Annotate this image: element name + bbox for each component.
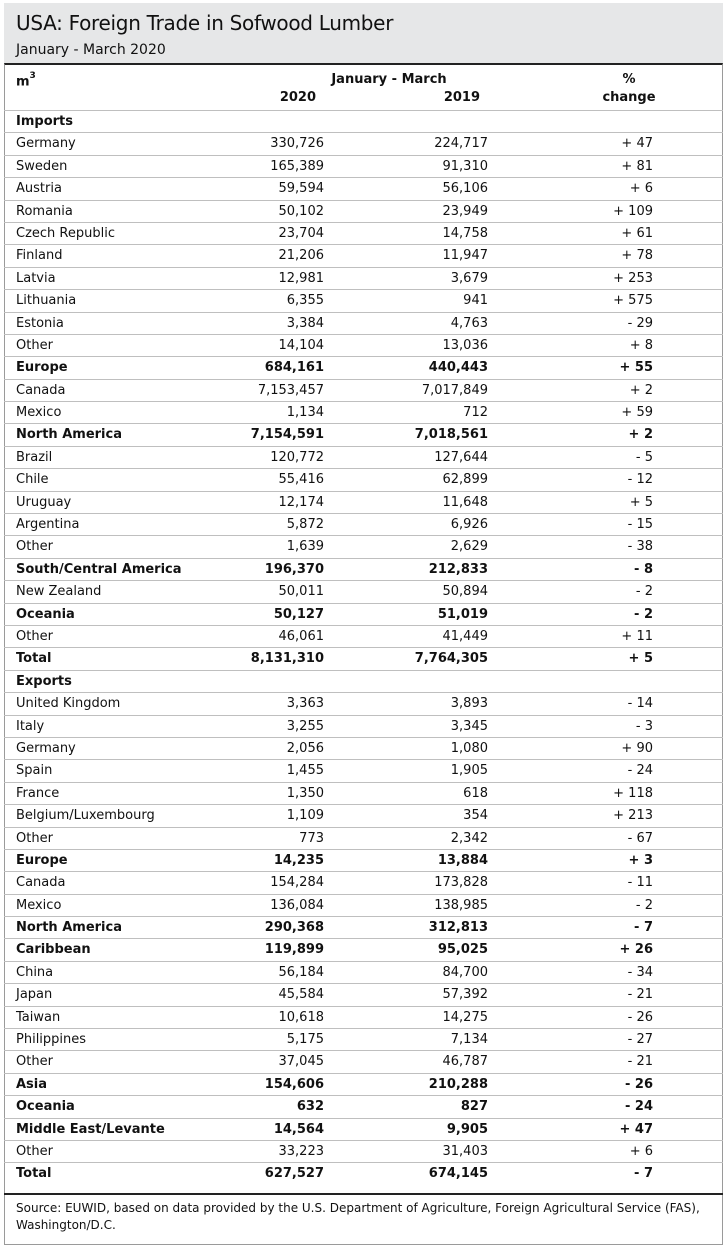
row-label: Caribbean xyxy=(16,942,91,958)
table-row xyxy=(4,312,723,334)
value-2020: 21,206 xyxy=(278,248,324,264)
table-row xyxy=(4,244,723,266)
table-row xyxy=(4,334,723,356)
percent-change: + 81 xyxy=(621,158,653,174)
row-label: Other xyxy=(16,830,53,846)
table-row xyxy=(4,513,723,535)
row-label: North America xyxy=(16,427,122,443)
value-2020: 1,350 xyxy=(286,785,324,801)
page-subtitle: January - March 2020 xyxy=(16,42,166,58)
row-label: Total xyxy=(16,1166,52,1182)
table-row xyxy=(4,1118,723,1140)
table-row xyxy=(4,1095,723,1117)
row-label: Canada xyxy=(16,382,66,398)
table-row xyxy=(4,849,723,871)
percent-change: + 55 xyxy=(619,360,653,376)
table-row xyxy=(4,737,723,759)
percent-change: - 7 xyxy=(634,1166,653,1182)
row-label: Imports xyxy=(16,114,73,129)
value-2020: 7,154,591 xyxy=(250,427,324,443)
value-2020: 37,045 xyxy=(278,1054,324,1070)
column-header-change: change xyxy=(602,90,656,105)
row-label: North America xyxy=(16,920,122,936)
value-2020: 330,726 xyxy=(270,136,324,152)
table-row xyxy=(4,692,723,714)
table-row xyxy=(4,670,723,692)
row-label: Italy xyxy=(16,718,45,734)
column-header-2020: 2020 xyxy=(279,90,316,105)
table-row xyxy=(4,132,723,154)
period-header: January - March xyxy=(331,72,447,87)
row-label: Asia xyxy=(16,1076,48,1092)
value-2020: 627,527 xyxy=(264,1166,324,1182)
row-label: Mexico xyxy=(16,897,62,913)
value-2019: 312,813 xyxy=(428,920,488,936)
value-2020: 50,127 xyxy=(273,606,324,622)
row-label: Romania xyxy=(16,203,73,219)
table-row xyxy=(4,827,723,849)
percent-change: + 90 xyxy=(621,740,653,756)
value-2020: 165,389 xyxy=(270,158,324,174)
value-2019: 440,443 xyxy=(428,360,488,376)
value-2019: 57,392 xyxy=(442,987,488,1003)
value-2020: 632 xyxy=(296,1099,324,1115)
table-row xyxy=(4,938,723,960)
value-2020: 3,255 xyxy=(286,718,324,734)
row-label: Europe xyxy=(16,852,68,868)
table-row xyxy=(4,647,723,669)
value-2020: 196,370 xyxy=(264,561,324,577)
percent-change: - 29 xyxy=(627,315,653,331)
row-label: Philippines xyxy=(16,1032,87,1048)
value-2020: 3,384 xyxy=(286,315,324,331)
percent-change: - 2 xyxy=(635,584,653,600)
row-label: Middle East/Levante xyxy=(16,1121,165,1137)
value-2020: 684,161 xyxy=(264,360,324,376)
table-row xyxy=(4,961,723,983)
value-2019: 3,679 xyxy=(450,270,488,286)
percent-change: - 14 xyxy=(627,696,653,712)
value-2019: 84,700 xyxy=(442,964,488,980)
value-2019: 3,345 xyxy=(450,718,488,734)
value-2019: 7,764,305 xyxy=(414,651,488,667)
row-label: Exports xyxy=(16,673,72,689)
percent-change: + 26 xyxy=(619,942,653,958)
value-2019: 224,717 xyxy=(434,136,488,152)
unit-superscript: 3 xyxy=(29,71,36,81)
table-row xyxy=(4,535,723,557)
percent-change: + 575 xyxy=(613,293,653,309)
row-label: Uruguay xyxy=(16,494,72,510)
value-2020: 7,153,457 xyxy=(257,382,324,398)
table-row xyxy=(4,446,723,468)
value-2019: 6,926 xyxy=(450,517,488,533)
row-label: Europe xyxy=(16,360,68,376)
value-2020: 3,363 xyxy=(286,696,324,712)
column-header-percent: % xyxy=(622,72,636,87)
percent-change: - 12 xyxy=(627,472,653,488)
unit-label xyxy=(16,70,36,90)
table-row xyxy=(4,267,723,289)
table-row xyxy=(4,468,723,490)
table-row xyxy=(4,222,723,244)
value-2020: 2,056 xyxy=(286,740,324,756)
value-2019: 712 xyxy=(463,405,488,421)
percent-change: - 2 xyxy=(635,897,653,913)
value-2019: 1,080 xyxy=(450,740,488,756)
value-2020: 136,084 xyxy=(270,897,324,913)
value-2019: 9,905 xyxy=(446,1121,488,1137)
row-label: United Kingdom xyxy=(16,696,121,712)
percent-change: + 109 xyxy=(613,203,653,219)
table-row xyxy=(4,759,723,781)
row-label: Total xyxy=(16,651,52,667)
row-label: Argentina xyxy=(16,517,80,533)
row-label: China xyxy=(16,964,54,980)
row-label: Oceania xyxy=(16,1099,75,1115)
percent-change: + 59 xyxy=(621,405,653,421)
value-2019: 14,758 xyxy=(442,225,488,241)
percent-change: + 61 xyxy=(621,225,653,241)
row-label: Austria xyxy=(16,181,62,197)
table-row xyxy=(4,177,723,199)
value-2020: 14,104 xyxy=(278,337,324,353)
row-label: Finland xyxy=(16,248,63,264)
unit-text: m xyxy=(16,74,30,90)
percent-change: + 253 xyxy=(613,270,653,286)
value-2020: 5,175 xyxy=(286,1032,324,1048)
value-2019: 13,884 xyxy=(437,852,488,868)
value-2020: 1,134 xyxy=(286,405,324,421)
table-row xyxy=(4,580,723,602)
percent-change: + 11 xyxy=(621,628,653,644)
value-2019: 41,449 xyxy=(442,628,488,644)
percent-change: + 2 xyxy=(628,427,653,443)
value-2020: 154,606 xyxy=(264,1076,324,1092)
value-2019: 62,899 xyxy=(442,472,488,488)
value-2019: 14,275 xyxy=(442,1009,488,1025)
row-label: Czech Republic xyxy=(16,225,115,241)
percent-change: - 38 xyxy=(627,539,653,555)
percent-change: + 213 xyxy=(613,808,653,824)
percent-change: - 24 xyxy=(627,763,653,779)
row-label: France xyxy=(16,785,60,801)
value-2020: 1,639 xyxy=(286,539,324,555)
table-row xyxy=(4,110,723,132)
table-row xyxy=(4,491,723,513)
percent-change: + 47 xyxy=(619,1121,653,1137)
value-2019: 941 xyxy=(463,293,488,309)
row-label: Belgium/Luxembourg xyxy=(16,808,155,824)
row-label: Germany xyxy=(16,740,76,756)
percent-change: + 118 xyxy=(613,785,653,801)
table-row xyxy=(4,983,723,1005)
row-label: Estonia xyxy=(16,315,64,331)
value-2020: 8,131,310 xyxy=(250,651,324,667)
value-2020: 55,416 xyxy=(278,472,324,488)
percent-change: + 5 xyxy=(628,651,653,667)
row-label: Taiwan xyxy=(16,1009,61,1025)
row-label: Chile xyxy=(16,472,49,488)
value-2019: 127,644 xyxy=(434,449,488,465)
title-banner xyxy=(4,3,723,63)
percent-change: - 5 xyxy=(635,449,653,465)
row-label: Japan xyxy=(16,987,53,1003)
row-label: Other xyxy=(16,1054,53,1070)
percent-change: - 8 xyxy=(634,561,653,577)
percent-change: - 26 xyxy=(624,1076,653,1092)
row-label: Other xyxy=(16,628,53,644)
percent-change: - 7 xyxy=(634,920,653,936)
table-row xyxy=(4,625,723,647)
value-2019: 354 xyxy=(463,808,488,824)
table-row xyxy=(4,200,723,222)
percent-change: + 47 xyxy=(621,136,653,152)
value-2020: 6,355 xyxy=(286,293,324,309)
percent-change: + 2 xyxy=(629,382,653,398)
value-2020: 33,223 xyxy=(278,1143,324,1159)
table-row xyxy=(4,1050,723,1072)
table-row xyxy=(4,715,723,737)
value-2019: 2,629 xyxy=(450,539,488,555)
table-row xyxy=(4,804,723,826)
value-2020: 1,109 xyxy=(286,808,324,824)
row-label: South/Central America xyxy=(16,561,182,577)
source-note: Source: EUWID, based on data provided by the U.S. Department of Agriculture, Foreign Agricultural Service (FAS), Washington/D.C. xyxy=(16,1201,700,1232)
value-2020: 5,872 xyxy=(286,517,324,533)
value-2020: 23,704 xyxy=(278,225,324,241)
value-2019: 11,648 xyxy=(442,494,488,510)
value-2019: 138,985 xyxy=(434,897,488,913)
value-2019: 11,947 xyxy=(442,248,488,264)
value-2019: 7,134 xyxy=(450,1032,488,1048)
percent-change: + 5 xyxy=(629,494,653,510)
table-header xyxy=(4,66,723,110)
percent-change: - 67 xyxy=(627,830,653,846)
percent-change: - 15 xyxy=(627,517,653,533)
value-2019: 173,828 xyxy=(434,875,488,891)
value-2020: 12,981 xyxy=(278,270,324,286)
row-label: Brazil xyxy=(16,449,53,465)
value-2020: 120,772 xyxy=(270,449,324,465)
percent-change: - 27 xyxy=(627,1032,653,1048)
row-label: Mexico xyxy=(16,405,62,421)
value-2019: 618 xyxy=(463,785,488,801)
value-2019: 827 xyxy=(460,1099,488,1115)
percent-change: - 3 xyxy=(635,718,653,734)
column-header-2019: 2019 xyxy=(443,90,480,105)
value-2020: 10,618 xyxy=(278,1009,324,1025)
table-row xyxy=(4,782,723,804)
table-row xyxy=(4,558,723,580)
percent-change: + 78 xyxy=(621,248,653,264)
row-label: Canada xyxy=(16,875,66,891)
value-2019: 7,018,561 xyxy=(414,427,488,443)
value-2019: 13,036 xyxy=(442,337,488,353)
value-2019: 46,787 xyxy=(442,1054,488,1070)
value-2019: 210,288 xyxy=(428,1076,488,1092)
value-2020: 12,174 xyxy=(278,494,324,510)
table-row xyxy=(4,871,723,893)
table-row xyxy=(4,1073,723,1095)
value-2019: 3,893 xyxy=(450,696,488,712)
table-row xyxy=(4,894,723,916)
value-2020: 59,594 xyxy=(278,181,324,197)
table-row xyxy=(4,401,723,423)
table-row xyxy=(4,155,723,177)
table-row xyxy=(4,289,723,311)
percent-change: + 3 xyxy=(628,852,653,868)
value-2020: 119,899 xyxy=(264,942,324,958)
value-2019: 2,342 xyxy=(450,830,488,846)
percent-change: + 6 xyxy=(629,181,653,197)
table-body xyxy=(4,110,723,1185)
percent-change: - 26 xyxy=(627,1009,653,1025)
percent-change: - 21 xyxy=(627,987,653,1003)
table-row xyxy=(4,1006,723,1028)
value-2020: 45,584 xyxy=(278,987,324,1003)
value-2019: 4,763 xyxy=(450,315,488,331)
value-2019: 56,106 xyxy=(442,181,488,197)
percent-change: - 24 xyxy=(624,1099,653,1115)
table-row xyxy=(4,1140,723,1162)
value-2019: 31,403 xyxy=(442,1143,488,1159)
value-2019: 7,017,849 xyxy=(421,382,488,398)
page-title: USA: Foreign Trade in Sofwood Lumber xyxy=(16,11,394,35)
table-row xyxy=(4,603,723,625)
table-row xyxy=(4,423,723,445)
percent-change: - 21 xyxy=(627,1054,653,1070)
row-label: Other xyxy=(16,539,53,555)
value-2020: 1,455 xyxy=(286,763,324,779)
row-label: Lithuania xyxy=(16,293,77,309)
value-2020: 290,368 xyxy=(264,920,324,936)
table-footer xyxy=(4,1193,723,1245)
value-2019: 1,905 xyxy=(450,763,488,779)
row-label: Sweden xyxy=(16,158,68,174)
value-2020: 773 xyxy=(299,830,324,846)
value-2020: 46,061 xyxy=(278,628,324,644)
table-row xyxy=(4,1162,723,1184)
percent-change: - 2 xyxy=(634,606,653,622)
value-2019: 674,145 xyxy=(428,1166,488,1182)
percent-change: - 34 xyxy=(627,964,653,980)
value-2019: 212,833 xyxy=(428,561,488,577)
table-row xyxy=(4,916,723,938)
value-2020: 56,184 xyxy=(278,964,324,980)
percent-change: - 11 xyxy=(627,875,653,891)
value-2019: 51,019 xyxy=(437,606,488,622)
value-2020: 50,102 xyxy=(278,203,324,219)
row-label: Other xyxy=(16,337,53,353)
value-2020: 154,284 xyxy=(270,875,324,891)
table-row xyxy=(4,356,723,378)
row-label: Other xyxy=(16,1143,53,1159)
value-2020: 14,564 xyxy=(273,1121,324,1137)
table-row xyxy=(4,1028,723,1050)
value-2019: 50,894 xyxy=(442,584,488,600)
row-label: New Zealand xyxy=(16,584,102,600)
row-label: Oceania xyxy=(16,606,75,622)
table-row xyxy=(4,379,723,401)
value-2020: 50,011 xyxy=(278,584,324,600)
value-2019: 91,310 xyxy=(442,158,488,174)
row-label: Spain xyxy=(16,763,53,779)
row-label: Latvia xyxy=(16,270,56,286)
row-label: Germany xyxy=(16,136,76,152)
value-2020: 14,235 xyxy=(273,852,324,868)
value-2019: 95,025 xyxy=(437,942,488,958)
percent-change: + 8 xyxy=(629,337,653,353)
percent-change: + 6 xyxy=(629,1143,653,1159)
value-2019: 23,949 xyxy=(442,203,488,219)
